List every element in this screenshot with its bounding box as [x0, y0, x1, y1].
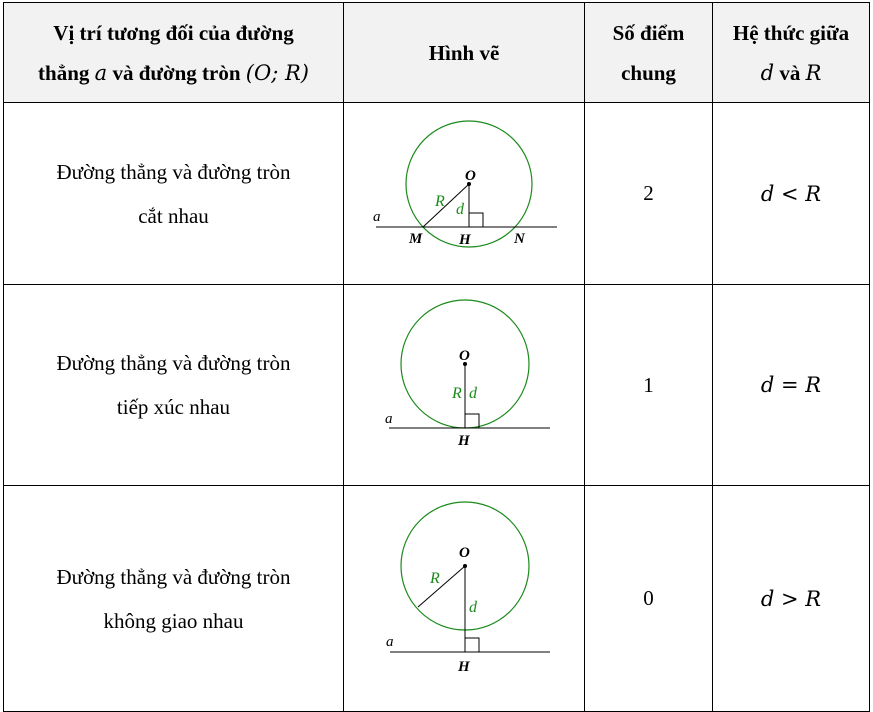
- relation-value: d < R: [760, 181, 822, 206]
- header-common-points-line2: chung: [621, 60, 676, 85]
- table-row: [4, 486, 870, 712]
- position-line1: Đường thẳng và đường tròn: [56, 351, 291, 375]
- label-R: R: [430, 570, 440, 587]
- right-angle-mark: [469, 213, 483, 227]
- position-cell: [4, 285, 344, 486]
- common-points-cell: [585, 103, 713, 285]
- segment-R: [418, 566, 465, 607]
- figure-tangent: [344, 285, 584, 480]
- common-points-cell: [585, 486, 713, 712]
- center-point: [463, 564, 467, 568]
- relative-position-table: [3, 2, 870, 712]
- figure-cell: [344, 103, 585, 285]
- position-line1: Đường thẳng và đường tròn: [56, 564, 291, 589]
- label-M: M: [409, 231, 423, 247]
- header-position-line2-pre: thẳng: [38, 60, 90, 85]
- figure-cell: [344, 285, 585, 486]
- position-line2: không giao nhau: [103, 608, 244, 633]
- common-points-cell: [585, 285, 713, 486]
- header-var-a: a: [94, 60, 108, 85]
- table-row: [4, 103, 870, 285]
- common-points-value: 2: [643, 181, 654, 205]
- label-R: R: [452, 385, 462, 402]
- header-relation-line1: Hệ thức giữa: [732, 20, 850, 45]
- label-O: O: [459, 348, 470, 364]
- label-H: H: [458, 659, 470, 675]
- header-figure-label: Hình vẽ: [428, 40, 500, 65]
- header-position-line2-mid: và đường tròn: [112, 60, 241, 85]
- label-H: H: [459, 232, 471, 248]
- header-common-points: [585, 3, 713, 103]
- position-line2: cắt nhau: [138, 203, 209, 228]
- header-circle-notation: (O; R): [245, 60, 309, 85]
- label-N: N: [514, 231, 525, 247]
- header-var-d: d: [760, 60, 775, 85]
- label-d: d: [469, 385, 477, 402]
- table-row: [4, 285, 870, 486]
- common-points-value: 1: [643, 372, 654, 397]
- right-angle-mark: [465, 414, 479, 428]
- label-O: O: [459, 545, 470, 561]
- relation-cell: [713, 285, 870, 486]
- common-points-value: 0: [643, 586, 654, 610]
- label-d: d: [456, 201, 464, 218]
- label-a: a: [385, 411, 393, 427]
- right-angle-mark: [465, 638, 479, 652]
- header-common-points-line1: Số điểm: [612, 20, 685, 45]
- position-cell: [4, 103, 344, 285]
- relation-cell: [713, 103, 870, 285]
- header-relation: [713, 3, 870, 103]
- label-a: a: [373, 209, 381, 225]
- header-relation-and: và: [779, 60, 801, 85]
- position-line1: Đường thẳng và đường tròn: [56, 159, 291, 184]
- label-R: R: [435, 193, 445, 210]
- figure-intersecting: [344, 103, 584, 279]
- figure-disjoint: [344, 486, 584, 706]
- header-var-R: R: [805, 60, 822, 85]
- label-a: a: [386, 634, 394, 650]
- position-line2: tiếp xúc nhau: [116, 395, 231, 419]
- relation-value: d > R: [760, 586, 822, 611]
- figure-cell: [344, 486, 585, 712]
- relation-cell: [713, 486, 870, 712]
- header-position-line1: Vị trí tương đối của đường: [53, 20, 294, 45]
- position-cell: [4, 486, 344, 712]
- label-d: d: [469, 599, 477, 616]
- header-position: [4, 3, 344, 103]
- header-row: [4, 3, 870, 103]
- label-O: O: [465, 168, 476, 184]
- relation-value: d = R: [760, 373, 822, 397]
- label-H: H: [458, 433, 470, 449]
- header-figure: [344, 3, 585, 103]
